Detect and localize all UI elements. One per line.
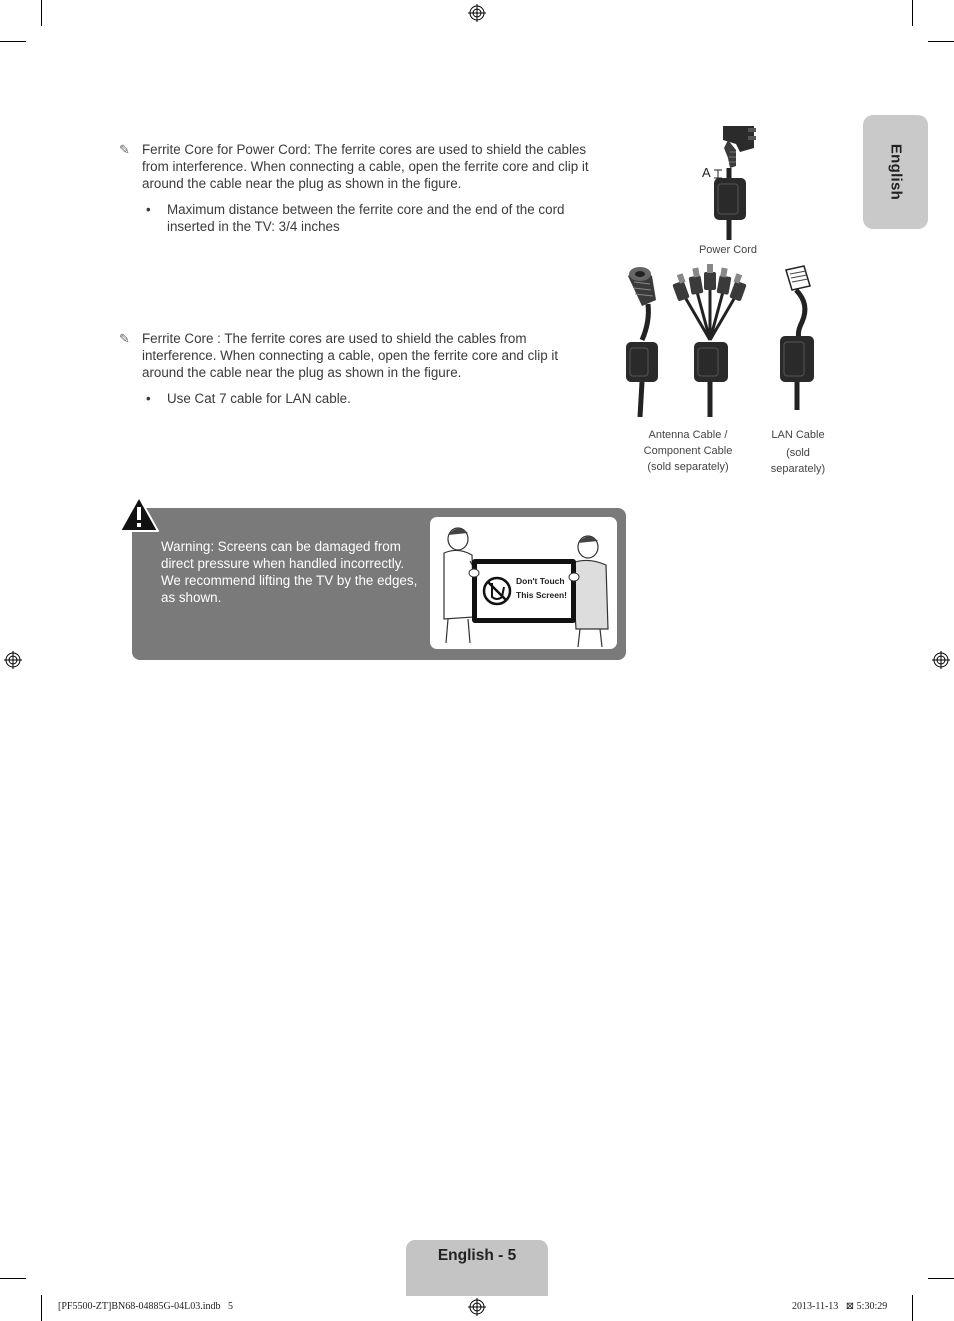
caption-line: Component Cable	[643, 445, 733, 457]
caption-line: (sold separately)	[647, 461, 729, 473]
crop-mark	[912, 0, 913, 26]
cables-illustration	[620, 262, 830, 417]
list-item	[146, 202, 587, 236]
caption-line: (sold	[786, 447, 810, 459]
note-text: Ferrite Core for Power Cord: The ferrite cores are used to shield the cables from interference. When connecting a cable, open the ferrite core and clip it around the cable near the plug as shown in the figure.	[142, 142, 589, 191]
dimension-marker-label: A	[702, 165, 711, 180]
crop-mark	[928, 41, 954, 42]
footer-timestamp: 2013-11-13 ⊠ 5:30:29	[792, 1301, 888, 1312]
sign-line: This Screen!	[516, 590, 568, 600]
sign-line: Don't Touch	[516, 576, 565, 586]
crop-mark	[0, 1278, 26, 1279]
warning-text: Warning: Screens can be damaged from direct pressure when handled incorrectly. We recommend lifting the TV by the edges, as shown.	[161, 539, 418, 605]
lan-cable-caption	[758, 427, 838, 477]
language-tab-label: English	[887, 143, 904, 201]
bullet-text: Maximum distance between the ferrite core and the end of the cord inserted in the TV: 3/4 inches	[167, 202, 565, 234]
bullet-icon: •	[146, 391, 151, 406]
footer-file-info: [PF5500-ZT]BN68-04885G-04L03.indb 5	[58, 1301, 233, 1312]
list-item	[146, 391, 567, 408]
bullet-icon: •	[146, 202, 151, 217]
registration-mark-icon	[932, 651, 950, 669]
note-text: Ferrite Core : The ferrite cores are used to shield the cables from interference. When connecting a cable, open the ferrite core and clip it around the cable near the plug as shown in the figure.	[142, 331, 559, 380]
power-cord-illustration	[696, 122, 766, 240]
registration-mark-icon	[4, 651, 22, 669]
page-number-label: English - 5	[437, 1247, 517, 1264]
note-pencil-icon: ✎	[119, 331, 130, 346]
registration-mark-icon	[468, 4, 486, 22]
ferrite-power-cord-note	[119, 142, 612, 192]
power-cord-caption: Power Cord	[698, 244, 758, 256]
lifting-tv-illustration	[430, 517, 617, 649]
caption-line: separately)	[770, 463, 826, 475]
crop-mark	[928, 1278, 954, 1279]
ferrite-core-note	[119, 331, 582, 381]
warning-triangle-icon	[118, 495, 160, 533]
sign-text	[516, 574, 567, 602]
bullet-text: Use Cat 7 cable for LAN cable.	[167, 391, 351, 406]
crop-mark	[0, 41, 26, 42]
crop-mark	[912, 1295, 913, 1321]
antenna-cable-caption	[628, 427, 748, 475]
page-number-tab	[406, 1240, 548, 1296]
caption-line: LAN Cable	[771, 429, 825, 441]
language-tab	[863, 115, 928, 229]
crop-mark	[41, 1295, 42, 1321]
caption-line: Antenna Cable /	[648, 429, 728, 441]
registration-mark-icon	[468, 1298, 486, 1316]
note-pencil-icon: ✎	[119, 142, 130, 157]
crop-mark	[41, 0, 42, 26]
